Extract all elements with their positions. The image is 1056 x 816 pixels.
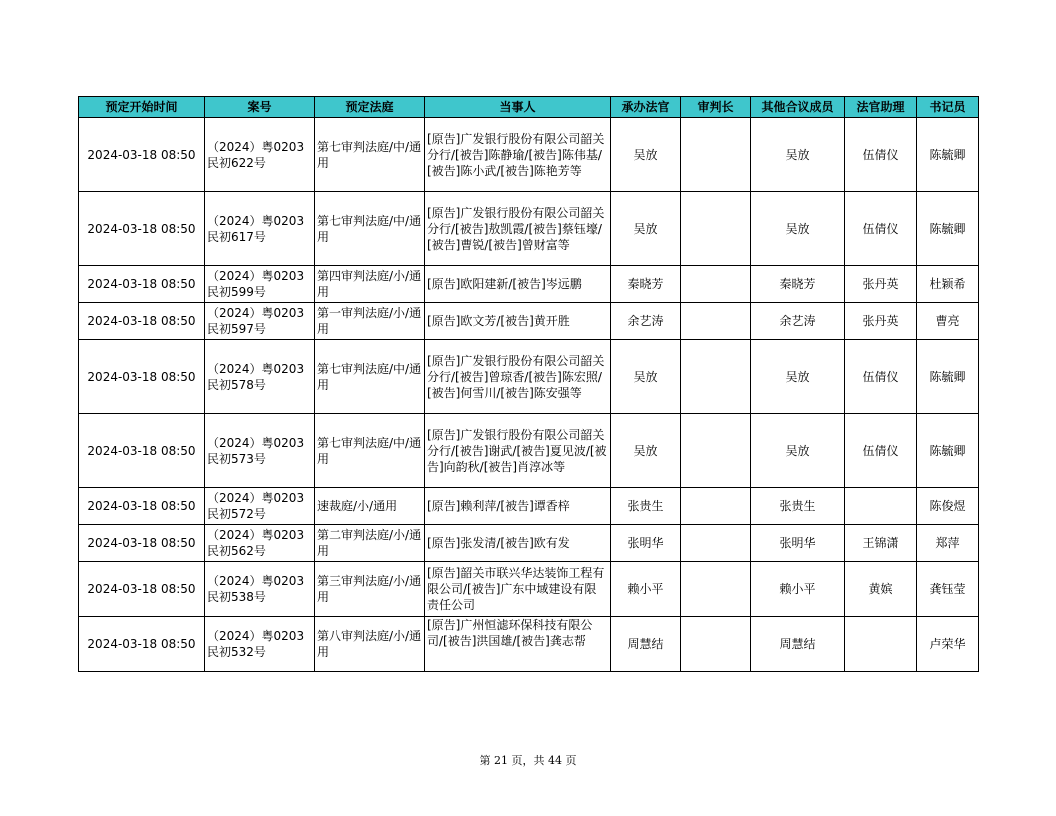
header-clerk: 书记员: [917, 97, 979, 118]
table-row: [79, 617, 979, 672]
cell-judge-assistant: 张丹英: [845, 266, 917, 303]
cell-clerk: 陈俊煜: [917, 488, 979, 525]
cell-presiding-judge: [681, 340, 751, 414]
header-judge-assistant: 法官助理: [845, 97, 917, 118]
cell-judge-assistant: 伍倩仪: [845, 414, 917, 488]
cell-clerk: 陈毓卿: [917, 340, 979, 414]
hearing-schedule-table: [78, 96, 979, 672]
cell-clerk: 陈毓卿: [917, 118, 979, 192]
footer-middle: 页，共: [511, 754, 545, 767]
cell-parties: [原告]广发银行股份有限公司韶关分行/[被告]谢武/[被告]夏见波/[被告]向韵秋/[被告]肖淳冰等: [425, 414, 611, 488]
cell-other-members: 周慧结: [751, 617, 845, 672]
cell-courtroom: 第一审判法庭/小/通用: [315, 303, 425, 340]
cell-presiding-judge: [681, 414, 751, 488]
cell-presiding-judge: [681, 525, 751, 562]
table-row: [79, 414, 979, 488]
cell-judge-assistant: 伍倩仪: [845, 192, 917, 266]
table-row: [79, 303, 979, 340]
cell-courtroom: 第七审判法庭/中/通用: [315, 414, 425, 488]
cell-presiding-judge: [681, 118, 751, 192]
page-footer: [0, 752, 1056, 768]
cell-judge-assistant: 伍倩仪: [845, 340, 917, 414]
footer-total-pages: 44: [548, 754, 562, 767]
cell-parties: [原告]广发银行股份有限公司韶关分行/[被告]曾琼香/[被告]陈宏照/[被告]何雪川/[被告]陈安强等: [425, 340, 611, 414]
cell-other-members: 吴放: [751, 118, 845, 192]
cell-judge-assistant: 张丹英: [845, 303, 917, 340]
cell-case-number: （2024）粤0203民初622号: [205, 118, 315, 192]
cell-judge: 张明华: [611, 525, 681, 562]
cell-case-number: （2024）粤0203民初538号: [205, 562, 315, 617]
cell-parties: [原告]欧文芳/[被告]黄开胜: [425, 303, 611, 340]
cell-courtroom: 速裁庭/小/通用: [315, 488, 425, 525]
cell-presiding-judge: [681, 266, 751, 303]
cell-start-time: 2024-03-18 08:50: [79, 414, 205, 488]
cell-parties: [原告]赖利萍/[被告]谭香梓: [425, 488, 611, 525]
cell-presiding-judge: [681, 488, 751, 525]
header-other-members: 其他合议成员: [751, 97, 845, 118]
cell-judge-assistant: 王锦潇: [845, 525, 917, 562]
cell-judge: 吴放: [611, 340, 681, 414]
cell-judge: 吴放: [611, 414, 681, 488]
cell-start-time: 2024-03-18 08:50: [79, 192, 205, 266]
cell-start-time: 2024-03-18 08:50: [79, 617, 205, 672]
cell-start-time: 2024-03-18 08:50: [79, 562, 205, 617]
table-row: [79, 488, 979, 525]
cell-start-time: 2024-03-18 08:50: [79, 525, 205, 562]
table-header-row: [79, 97, 979, 118]
cell-judge: 秦晓芳: [611, 266, 681, 303]
cell-parties: [原告]欧阳建新/[被告]岑远鹏: [425, 266, 611, 303]
footer-prefix: 第: [479, 754, 491, 767]
cell-parties: [原告]广州恒滤环保科技有限公司/[被告]洪国雄/[被告]龚志帮: [425, 617, 611, 672]
table-row: [79, 118, 979, 192]
cell-clerk: 曹亮: [917, 303, 979, 340]
cell-judge: 张贵生: [611, 488, 681, 525]
cell-judge: 吴放: [611, 192, 681, 266]
table-row: [79, 562, 979, 617]
cell-parties: [原告]张发清/[被告]欧有发: [425, 525, 611, 562]
cell-courtroom: 第七审判法庭/中/通用: [315, 192, 425, 266]
cell-presiding-judge: [681, 617, 751, 672]
cell-judge-assistant: 黄嫔: [845, 562, 917, 617]
cell-judge: 赖小平: [611, 562, 681, 617]
cell-judge: 余艺涛: [611, 303, 681, 340]
cell-case-number: （2024）粤0203民初572号: [205, 488, 315, 525]
header-case-number: 案号: [205, 97, 315, 118]
cell-parties: [原告]广发银行股份有限公司韶关分行/[被告]陈静瑜/[被告]陈伟基/[被告]陈小武/[被告]陈艳芳等: [425, 118, 611, 192]
cell-judge: 吴放: [611, 118, 681, 192]
cell-judge-assistant: [845, 488, 917, 525]
header-start-time: 预定开始时间: [79, 97, 205, 118]
cell-other-members: 余艺涛: [751, 303, 845, 340]
cell-presiding-judge: [681, 303, 751, 340]
cell-courtroom: 第八审判法庭/小/通用: [315, 617, 425, 672]
table-row: [79, 192, 979, 266]
cell-clerk: 龚钰莹: [917, 562, 979, 617]
cell-presiding-judge: [681, 562, 751, 617]
cell-other-members: 张明华: [751, 525, 845, 562]
cell-other-members: 赖小平: [751, 562, 845, 617]
table-row: [79, 525, 979, 562]
footer-suffix: 页: [565, 754, 577, 767]
table-row: [79, 266, 979, 303]
cell-courtroom: 第七审判法庭/中/通用: [315, 340, 425, 414]
cell-other-members: 秦晓芳: [751, 266, 845, 303]
cell-clerk: 卢荣华: [917, 617, 979, 672]
cell-judge-assistant: [845, 617, 917, 672]
cell-case-number: （2024）粤0203民初573号: [205, 414, 315, 488]
cell-presiding-judge: [681, 192, 751, 266]
cell-other-members: 吴放: [751, 192, 845, 266]
header-presiding-judge: 审判长: [681, 97, 751, 118]
cell-case-number: （2024）粤0203民初599号: [205, 266, 315, 303]
header-courtroom: 预定法庭: [315, 97, 425, 118]
cell-start-time: 2024-03-18 08:50: [79, 266, 205, 303]
cell-other-members: 吴放: [751, 414, 845, 488]
header-judge: 承办法官: [611, 97, 681, 118]
cell-case-number: （2024）粤0203民初532号: [205, 617, 315, 672]
header-parties: 当事人: [425, 97, 611, 118]
cell-courtroom: 第二审判法庭/小/通用: [315, 525, 425, 562]
footer-page-number: 21: [494, 754, 508, 767]
cell-case-number: （2024）粤0203民初617号: [205, 192, 315, 266]
table-row: [79, 340, 979, 414]
cell-courtroom: 第七审判法庭/中/通用: [315, 118, 425, 192]
cell-case-number: （2024）粤0203民初578号: [205, 340, 315, 414]
cell-clerk: 杜颖希: [917, 266, 979, 303]
cell-start-time: 2024-03-18 08:50: [79, 118, 205, 192]
cell-other-members: 张贵生: [751, 488, 845, 525]
cell-clerk: 陈毓卿: [917, 192, 979, 266]
cell-courtroom: 第四审判法庭/小/通用: [315, 266, 425, 303]
cell-courtroom: 第三审判法庭/小/通用: [315, 562, 425, 617]
cell-start-time: 2024-03-18 08:50: [79, 488, 205, 525]
cell-case-number: （2024）粤0203民初562号: [205, 525, 315, 562]
cell-case-number: （2024）粤0203民初597号: [205, 303, 315, 340]
cell-judge: 周慧结: [611, 617, 681, 672]
cell-start-time: 2024-03-18 08:50: [79, 303, 205, 340]
cell-other-members: 吴放: [751, 340, 845, 414]
cell-judge-assistant: 伍倩仪: [845, 118, 917, 192]
cell-clerk: 陈毓卿: [917, 414, 979, 488]
cell-parties: [原告]广发银行股份有限公司韶关分行/[被告]敖凯霞/[被告]蔡钰壕/[被告]曹锐/[被告]曾财富等: [425, 192, 611, 266]
cell-clerk: 郑萍: [917, 525, 979, 562]
cell-start-time: 2024-03-18 08:50: [79, 340, 205, 414]
cell-parties: [原告]韶关市联兴华达装饰工程有限公司/[被告]广东中域建设有限责任公司: [425, 562, 611, 617]
